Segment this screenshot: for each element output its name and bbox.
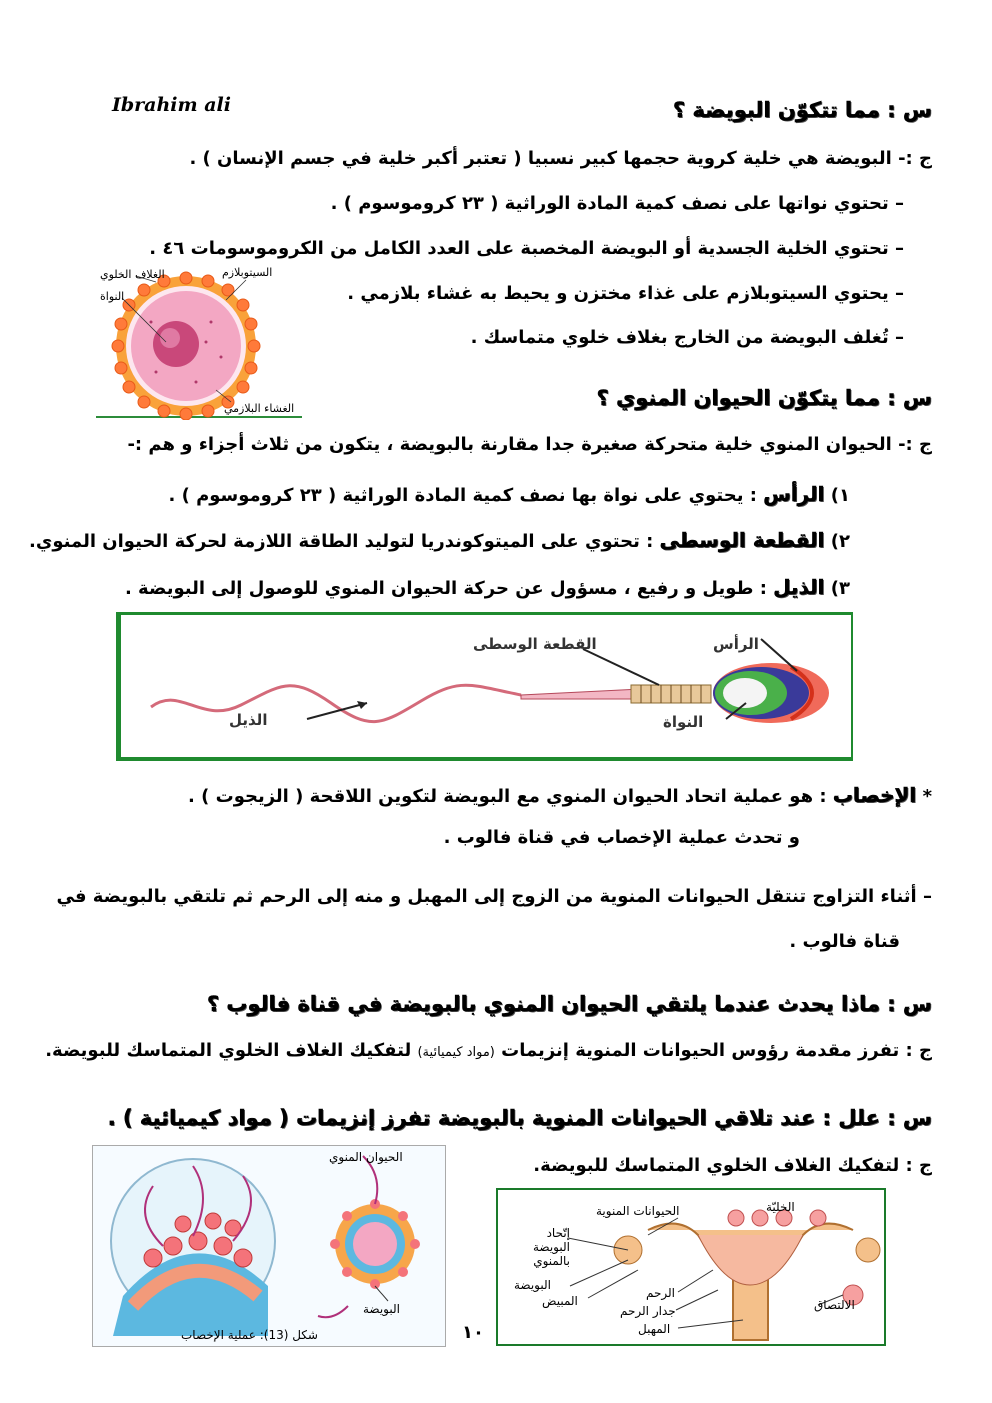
label-egg: البويضة: [514, 1278, 551, 1292]
part-text: : يحتوي على نواة بها نصف كمية المادة الوراثية ( ٢٣ كروموسوم ) .: [168, 485, 764, 506]
sperm-part-head: [168, 482, 850, 506]
label-union: إتّحاد البويضة بالمنوي: [533, 1226, 570, 1268]
fertilization-term: الإخصاب: [832, 783, 917, 807]
egg-point-1: – تحتوي نواتها على نصف كمية المادة الوراثية ( ٢٣ كروموسوم ) .: [330, 193, 904, 214]
label-sperm-nucleus: النواة: [663, 713, 704, 731]
question-egg: س : مما تتكوّن البويضة ؟: [673, 98, 932, 122]
author-name: Ibrahim ali: [112, 94, 231, 116]
label-uterus: الرحم: [646, 1286, 676, 1300]
answer-meeting: [45, 1040, 932, 1061]
part-num: ٢): [830, 531, 850, 552]
egg-point-4: – تُغلف البويضة من الخارج بغلاف خلوي متماسك .: [470, 327, 904, 348]
question-sperm: س : مما يتكوّن الحيوان المنوي ؟: [596, 386, 932, 410]
egg-point-2: – تحتوي الخلية الجسدية أو البويضة المخصبة على العدد الكامل من الكروموسومات ٤٦ .: [149, 238, 904, 259]
part-text: : طويل و رفيع ، مسؤول عن حركة الحيوان المنوي للوصول إلى البويضة .: [124, 578, 774, 599]
part-text: : تحتوي على الميتوكوندريا لتوليد الطاقة اللازمة لحركة الحيوان المنوي.: [29, 531, 660, 552]
label-implant: الالتصاق: [814, 1298, 855, 1312]
sperm-part-tail: [125, 575, 850, 599]
fertilization-definition: [188, 783, 932, 807]
answer-reason: ج : لتفكيك الغلاف الخلوي المتماسك للبويضة.: [533, 1155, 932, 1176]
fertilization-text: : هو عملية اتحاد الحيوان المنوي مع البويضة لتكوين اللاقحة ( الزيجوت ) .: [188, 786, 833, 807]
answer-post: لتفكيك الغلاف الخلوي المتماسك للبويضة.: [45, 1040, 418, 1061]
reproductive-figure: [496, 1188, 886, 1346]
fertilization-process-1: – أثناء التزاوج تنتقل الحيوانات المنوية من الزوج إلى المهبل و منه إلى الرحم ثم تلتقي بالبويضة في: [56, 886, 932, 907]
label-fig-sperm: الحيوان المنوي: [329, 1150, 403, 1164]
fertilization-location: و تحدث عملية الإخصاب في قناة فالوب .: [443, 827, 800, 848]
label-sperms: الحيوانات المنوية: [596, 1204, 680, 1218]
sperm-diagram: [116, 612, 853, 761]
figure-caption: شكل (13): عملية الإخصاب: [181, 1328, 318, 1342]
part-term: الرأس: [763, 482, 825, 506]
label-ovary: المبيض: [542, 1294, 578, 1308]
label-sperm-middle: القطعة الوسطى: [473, 635, 597, 653]
page-number: ١٠: [462, 1322, 484, 1343]
label-fig-egg: البويضة: [363, 1302, 400, 1316]
label-vagina: المهبل: [638, 1322, 671, 1336]
label-membrane: الغشاء البلازمي: [224, 402, 295, 415]
label-sperm-tail: الذيل: [229, 711, 268, 729]
star-bullet: *: [922, 786, 932, 807]
fertilization-figure: [92, 1145, 446, 1347]
egg-point-3: – يحتوي السيتوبلازم على غذاء مختزن و يحيط به غشاء بلازمي .: [347, 283, 904, 304]
question-meeting: س : ماذا يحدث عندما يلتقي الحيوان المنوي بالبويضة في قناة فالوب ؟: [206, 992, 932, 1016]
label-nucleus: النواة: [100, 290, 125, 303]
question-reason: س : علل : عند تلاقي الحيوانات المنوية بالبويضة تفرز إنزيمات ( مواد كيميائية ) .: [107, 1106, 932, 1130]
answer-pre: ج : تفرز مقدمة رؤوس الحيوانات المنوية إنزيمات: [494, 1040, 932, 1061]
part-term: الذيل: [773, 575, 825, 599]
part-num: ١): [830, 485, 850, 506]
part-term: القطعة الوسطى: [659, 528, 825, 552]
egg-diagram: [96, 262, 302, 420]
label-uterus-wall: جدار الرحم: [620, 1304, 676, 1318]
answer-egg: ج :- البويضة هي خلية كروية حجمها كبير نسبيا ( تعتبر أكبر خلية في جسم الإنسان ) .: [189, 148, 932, 169]
fertilization-process-2: قناة فالوب .: [789, 931, 900, 952]
label-cytoplasm: السيتوبلازم: [222, 266, 273, 279]
part-num: ٣): [830, 578, 850, 599]
answer-small: (مواد كيميائية): [417, 1045, 495, 1060]
label-cell: الخليّة: [766, 1200, 795, 1214]
label-cell-wall: الغلاف الخلوي: [100, 268, 165, 281]
answer-sperm: ج :- الحيوان المنوي خلية متحركة صغيرة جدا مقارنة بالبويضة ، يتكون من ثلاث أجزاء و هم :-: [127, 434, 932, 455]
label-sperm-head: الرأس: [713, 635, 759, 653]
sperm-part-middle: [29, 528, 850, 552]
